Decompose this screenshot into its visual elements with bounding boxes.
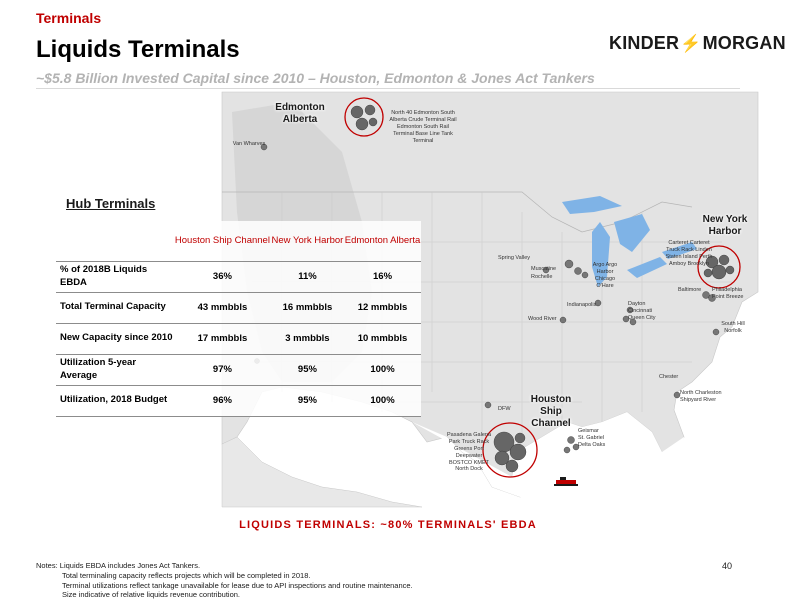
vancouver-label: Van Wharves	[232, 141, 266, 147]
hub-terminals-table	[56, 221, 421, 417]
north-charleston-label: North Charleston Shipyard River	[680, 390, 722, 403]
edmonton-region-label: Edmonton Alberta	[275, 102, 325, 125]
section-label: Terminals	[36, 10, 102, 26]
philadelphia-label: Philadelphia Point Breeze	[712, 287, 744, 300]
muscatine-label: Muscatine	[531, 266, 557, 272]
table-cell: 36%	[174, 261, 271, 292]
table-cell: 97%	[174, 354, 271, 385]
table-row	[56, 323, 421, 354]
table-cell: 96%	[174, 385, 271, 416]
table-header-row	[56, 221, 421, 261]
chester-label: Chester	[659, 374, 679, 380]
geismar-label: Geismar St. Gabriel Delta Oaks	[578, 428, 606, 448]
table-cell: 95%	[271, 385, 344, 416]
footnotes	[36, 561, 413, 600]
page-subtitle: ~$5.8 Billion Invested Capital since 2010 – Houston, Edmonton & Jones Act Tankers	[36, 70, 595, 86]
new-york-terminals-label: Carteret Carteret Truck Rack Linden Staten Island Perth Amboy Brooklyn	[665, 240, 713, 267]
table-cell: 95%	[271, 354, 344, 385]
houston-terminals-label: Pasadena Galena Park Truck Rack Greens Port Deepwater BOSTCO KMET North Dock	[446, 432, 492, 473]
logo-text-right: MORGAN	[702, 33, 786, 53]
column-header-houston: Houston Ship Channel	[174, 234, 270, 246]
wood-river-label: Wood River	[528, 316, 557, 322]
edmonton-terminals-label: North 40 Edmonton South Alberta Crude Terminal Rail Edmonton South Rail Terminal Base Line Tank Terminal	[389, 110, 457, 144]
rochelle-label: Rochelle	[531, 274, 553, 280]
table-cell: 43 mmbbls	[174, 292, 271, 323]
table-cell: 10 mmbbls	[344, 323, 421, 354]
footnote-text: Liquids EBDA includes Jones Act Tankers.	[59, 561, 201, 570]
table-cell: 17 mmbbls	[174, 323, 271, 354]
spring-valley-label: Spring Valley	[498, 255, 530, 261]
logo-text-left: KINDER	[609, 33, 680, 53]
table-header-blank	[56, 221, 174, 261]
table-cell: 100%	[344, 354, 421, 385]
row-label: New Capacity since 2010	[56, 323, 174, 354]
page-title: Liquids Terminals	[36, 36, 240, 63]
table-row	[56, 292, 421, 323]
table-cell: 100%	[344, 385, 421, 416]
table-row	[56, 354, 421, 385]
south-hill-label: South Hill Norfolk	[721, 321, 745, 334]
houston-region-label: Houston Ship Channel	[530, 394, 572, 429]
row-label: Utilization 5-year Average	[56, 354, 174, 385]
footnote-line-3: Terminal utilizations reflect tankage unavailable for lease due to API inspections and routine maintenance.	[62, 580, 413, 590]
kinder-morgan-logo	[609, 33, 786, 54]
column-header-edmonton: Edmonton Alberta	[344, 234, 421, 246]
footnote-line-1	[36, 561, 413, 571]
table-row	[56, 261, 421, 292]
lightning-bolt-icon: ⚡	[680, 34, 702, 53]
ebda-banner: LIQUIDS TERMINALS: ~80% TERMINALS' EBDA	[239, 519, 537, 531]
page-number: 40	[722, 561, 733, 571]
table-cell: 16%	[344, 261, 421, 292]
dfw-label: DFW	[498, 406, 511, 412]
notes-prefix: Notes:	[36, 561, 58, 570]
new-york-region-label: New York Harbor	[702, 214, 748, 237]
table-cell: 3 mmbbls	[271, 323, 344, 354]
row-label: Utilization, 2018 Budget	[56, 385, 174, 416]
baltimore-label: Baltimore	[678, 287, 702, 293]
footnote-line-2: Total terminaling capacity reflects projects which will be completed in 2018.	[62, 570, 311, 580]
column-header-new-york: New York Harbor	[271, 234, 344, 246]
table-row	[56, 385, 421, 416]
row-label: % of 2018B Liquids EBDA	[56, 261, 174, 292]
table-cell: 12 mmbbls	[344, 292, 421, 323]
argo-chicago-label: Argo Argo Harbor Chicago O'Hare	[592, 262, 618, 289]
hub-terminals-heading: Hub Terminals	[66, 196, 156, 211]
row-label: Total Terminal Capacity	[56, 292, 174, 323]
footnote-line-4: Size indicative of relative liquids revenue contribution.	[62, 590, 241, 600]
table-cell: 16 mmbbls	[271, 292, 344, 323]
dayton-label: Dayton Cincinnati Queen City	[628, 301, 656, 321]
indianapolis-label: Indianapolis	[567, 302, 597, 308]
header-divider	[36, 88, 740, 89]
table-cell: 11%	[271, 261, 344, 292]
